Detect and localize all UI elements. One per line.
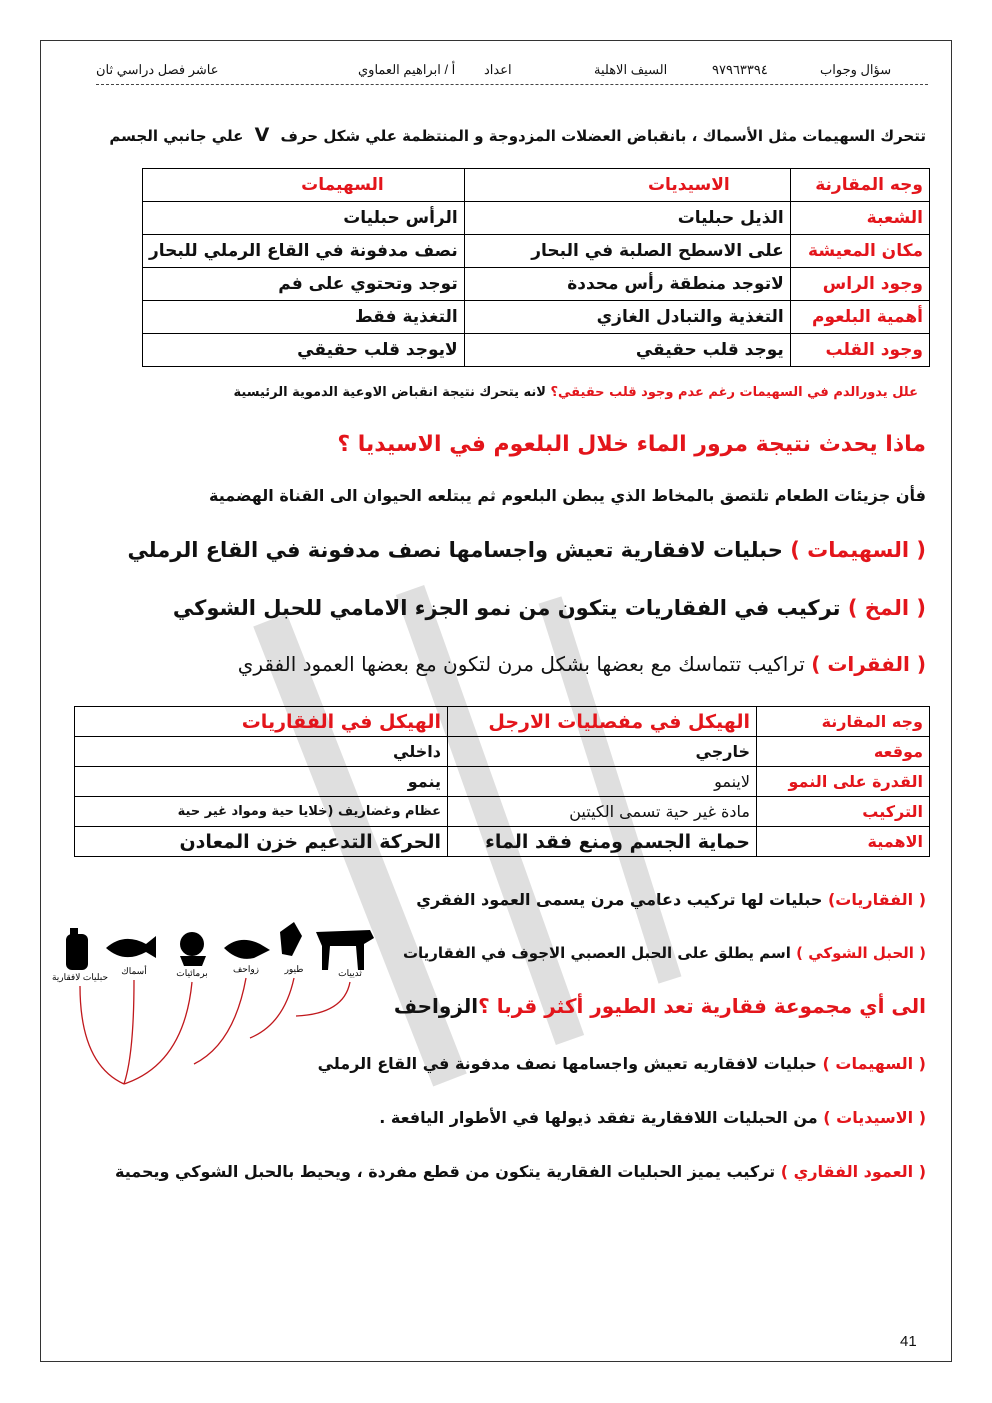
table-cell: الذيل حبليات — [464, 202, 790, 235]
table-cell: يوجد قلب حقيقي — [464, 334, 790, 367]
table-cell: الحركة التدعيم خزن المعادن — [75, 827, 448, 857]
table-row — [143, 301, 930, 334]
table-row — [75, 707, 930, 737]
header-divider — [96, 84, 928, 85]
table-header: وجه المقارنة — [757, 707, 930, 737]
row-label: مكان المعيشة — [790, 235, 929, 268]
question-pharynx: ماذا يحدث نتيجة مرور الماء خلال البلعوم في الاسيديا ؟ — [337, 432, 926, 457]
tree-label: زواحف — [232, 964, 260, 974]
question-birds: الى أي مجموعة فقارية تعد الطيور أكثر قربا ؟الزواحف — [393, 994, 926, 1018]
answer-pharynx: فأن جزيئات الطعام تلتصق بالمخاط الذي يبطن البلعوم ثم يبتلعه الحيوان الى القناة الهضمية — [208, 486, 926, 505]
row-label: القدرة على النمو — [757, 767, 930, 797]
table-header: الاسيديات — [464, 169, 790, 202]
table-cell: التغذية والتبادل الغازي — [464, 301, 790, 334]
table-row — [75, 827, 930, 857]
table-row — [75, 767, 930, 797]
table-row — [143, 202, 930, 235]
tree-label: ثدييات — [338, 968, 362, 978]
row-label: وجود القلب — [790, 334, 929, 367]
row-label: الاهمية — [757, 827, 930, 857]
header-title: سؤال وجواب — [820, 62, 892, 77]
table-cell: خارجي — [448, 737, 757, 767]
comparison-table-skeleton — [74, 706, 930, 857]
definition-item: ( السهيمات ) حبليات لافقاريه تعيش واجسامها نصف مدفونة في القاع الرملي — [317, 1054, 926, 1073]
header-phone: ٩٧٩٦٣٣٩٤ — [712, 62, 768, 77]
tree-label: أسماك — [121, 966, 147, 976]
table-header: الهيكل في الفقاريات — [75, 707, 448, 737]
table-cell: على الاسطح الصلبة في البحار — [464, 235, 790, 268]
table-cell: التغذية فقط — [143, 301, 465, 334]
comparison-table-ascidians — [142, 168, 930, 367]
question-blood: علل يدورالدم في السهيمات رغم عدم وجود قلب حقيقي؟ لانه يتحرك نتيجة انقباض الاوعية الدموية الرئيسية — [233, 385, 918, 400]
table-row — [143, 169, 930, 202]
row-label: الشعبة — [790, 202, 929, 235]
table-cell: مادة غير حية تسمى الكيتين — [448, 797, 757, 827]
table-row — [143, 235, 930, 268]
table-cell: لاتوجد منطقة رأس محددة — [464, 268, 790, 301]
header-grade: عاشر فصل دراسي ثان — [96, 62, 219, 77]
intro-line: تتحرك السهيمات مثل الأسماك ، بانقباض العضلات المزدوجة و المنتظمة علي شكل حرف V علي جانبي الجسم — [109, 124, 926, 146]
table-row — [143, 268, 930, 301]
table-cell: داخلي — [75, 737, 448, 767]
definition-item: ( الفقرات ) تراكيب تتماسك مع بعضها بشكل مرن لتكون مع بعضها العمود الفقري — [237, 652, 926, 676]
tree-branches — [80, 978, 350, 1084]
table-cell: الرأس حبليات — [143, 202, 465, 235]
definition-item: ( الاسيديات ) من الحبليات اللافقارية تفقد ذيولها في الأطوار اليافعة . — [379, 1108, 926, 1127]
table-cell: توجد وتحتوي على فم — [143, 268, 465, 301]
definition-item: ( المخ ) تركيب في الفقاريات يتكون من نمو الجزء الامامي للحبل الشوكي — [172, 596, 926, 620]
row-label: موقعه — [757, 737, 930, 767]
definition-item: ( السهيمات ) حبليات لافقارية تعيش واجسامها نصف مدفونة في القاع الرملي — [127, 538, 926, 562]
table-row — [143, 334, 930, 367]
tree-label: برمائيات — [176, 968, 208, 978]
table-cell: حماية الجسم ومنع فقد الماء — [448, 827, 757, 857]
tree-label: طيور — [284, 964, 304, 974]
table-row — [75, 797, 930, 827]
row-label: وجود الراس — [790, 268, 929, 301]
table-cell: نصف مدفونة في القاع الرملي للبحار — [143, 235, 465, 268]
table-cell: لاينمو — [448, 767, 757, 797]
animal-silhouettes-icon — [66, 922, 374, 970]
header-teacher: أ / ابراهيم العماوي — [358, 62, 456, 77]
row-label: التركيب — [757, 797, 930, 827]
table-header: وجه المقارنة — [790, 169, 929, 202]
table-cell: لايوجد قلب حقيقي — [143, 334, 465, 367]
table-cell: ينمو — [75, 767, 448, 797]
header-prepared-label: اعداد — [484, 62, 512, 77]
table-header: السهيمات — [143, 169, 465, 202]
definition-item: ( الفقاريات) حبليات لها تركيب دعامي مرن يسمى العمود الفقري — [416, 890, 926, 909]
table-row — [75, 737, 930, 767]
header-school: السيف الاهلية — [594, 62, 668, 77]
page-number: 41 — [900, 1333, 917, 1350]
tree-label: حبليات لافقارية — [51, 972, 109, 982]
table-cell: عظام وغضاريف (خلايا حية ومواد غير حية — [75, 797, 448, 827]
table-header: الهيكل في مفصليات الارجل — [448, 707, 757, 737]
definition-item: ( العمود الفقاري ) تركيب يميز الحبليات الفقارية يتكون من قطع مفردة ، ويحيط بالحبل الشوكي ويحمية — [115, 1162, 926, 1181]
definition-item: ( الحبل الشوكي ) اسم يطلق على الحبل العصبي الاجوف في الفقاريات — [402, 944, 926, 962]
row-label: أهمية البلعوم — [790, 301, 929, 334]
